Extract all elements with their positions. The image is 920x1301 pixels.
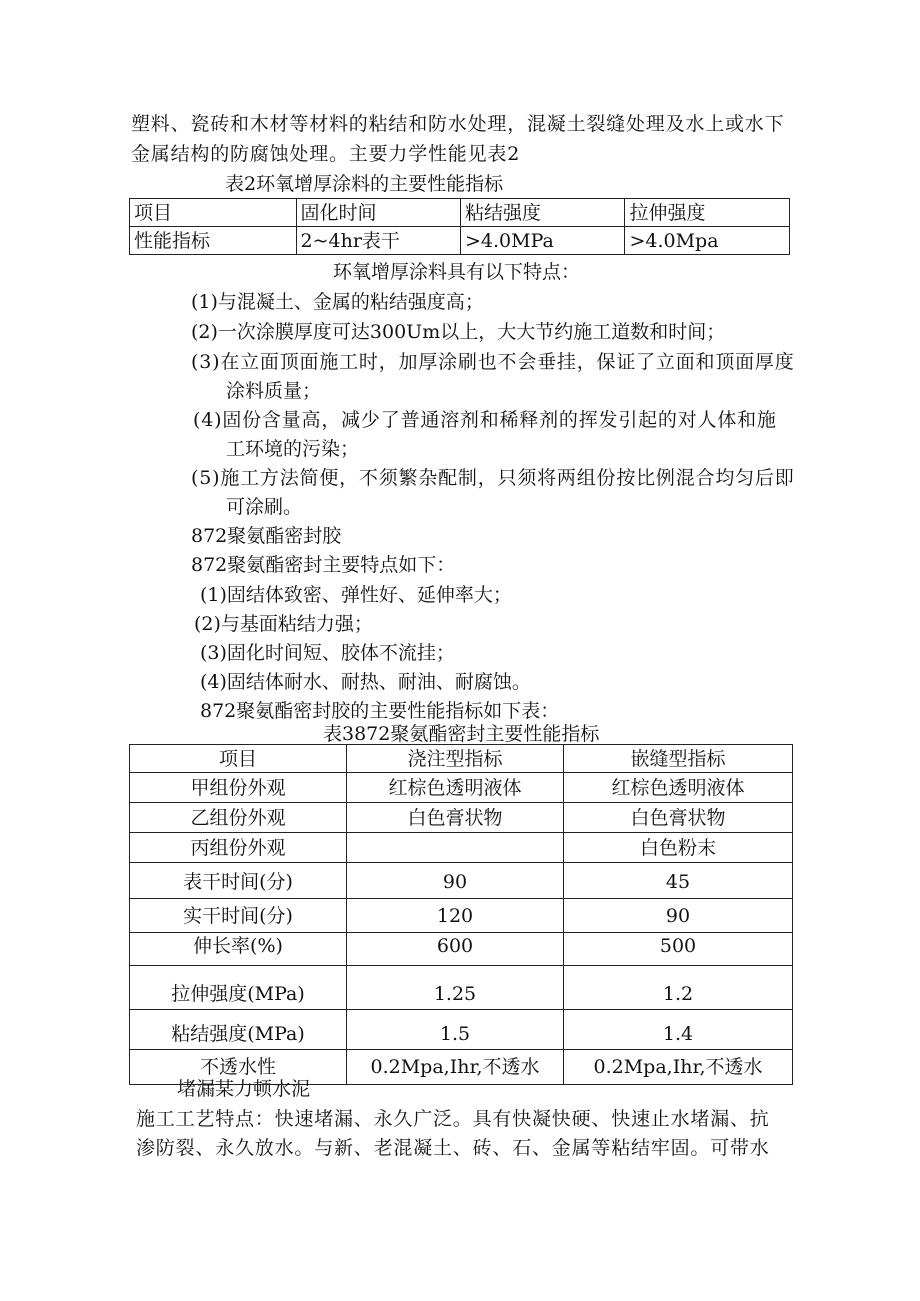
table-row bbox=[130, 863, 793, 899]
table-cell: 红棕色透明液体 bbox=[347, 773, 564, 803]
feature-item-cont: 涂料质量； bbox=[226, 380, 322, 402]
table-row bbox=[130, 833, 793, 863]
table-header-row bbox=[130, 199, 790, 227]
table-cell: 不透水性 bbox=[130, 1050, 347, 1085]
table-cell: 表干时间(分) bbox=[130, 863, 347, 899]
table-cell: 性能指标 bbox=[130, 227, 297, 255]
outro-line-2: 渗防裂、永久放水。与新、老混凝土、砖、石、金属等粘结牢固。可带水 bbox=[136, 1137, 770, 1159]
table-cell: 粘结强度(MPa) bbox=[130, 1010, 347, 1050]
sealant-table-intro: 872聚氨酯密封胶的主要性能指标如下表： bbox=[200, 700, 560, 722]
table-cell: 1.25 bbox=[347, 966, 564, 1010]
table-cell bbox=[347, 833, 564, 863]
table-cell: 1.4 bbox=[564, 1010, 793, 1050]
table3-caption: 表3872聚氨酯密封主要性能指标 bbox=[323, 723, 600, 745]
sealant-item: (1)固结体致密、弹性好、延伸率大； bbox=[200, 584, 512, 606]
table-row bbox=[130, 933, 793, 966]
table-cell: 0.2Mpa,Ihr,不透水 bbox=[347, 1050, 564, 1085]
table-cell: 0.2Mpa,Ihr,不透水 bbox=[564, 1050, 793, 1085]
feature-item: (4)固份含量高，减少了普通溶剂和稀释剂的挥发引起的对人体和施 bbox=[193, 409, 777, 431]
sealant-item: (4)固结体耐水、耐热、耐油、耐腐蚀。 bbox=[200, 671, 531, 693]
table-cell: 甲组份外观 bbox=[130, 773, 347, 803]
header-cell: 项目 bbox=[130, 745, 347, 773]
table-cell: 红棕色透明液体 bbox=[564, 773, 793, 803]
header-cell: 项目 bbox=[130, 199, 297, 227]
feature-item: (3)在立面顶面施工时，加厚涂刷也不会垂挂，保证了立面和顶面厚度 bbox=[191, 351, 795, 373]
table-cell: 拉伸强度(MPa) bbox=[130, 966, 347, 1010]
table2-caption: 表2环氧增厚涂料的主要性能指标 bbox=[225, 173, 504, 195]
sealant-subtitle: 872聚氨酯密封主要特点如下： bbox=[191, 554, 456, 576]
sealant-item: (2)与基面粘结力强； bbox=[194, 613, 373, 635]
sealant-title: 872聚氨酯密封胶 bbox=[191, 525, 342, 547]
feature-item: (5)施工方法简便，不须繁杂配制，只须将两组份按比例混合均匀后即 bbox=[191, 467, 795, 489]
header-cell: 粘结强度 bbox=[460, 199, 624, 227]
table-row bbox=[130, 773, 793, 803]
feature-item-cont: 工环境的污染； bbox=[226, 438, 360, 460]
features-heading: 环氧增厚涂料具有以下特点： bbox=[333, 261, 581, 283]
table-cell: 1.5 bbox=[347, 1010, 564, 1050]
table-row bbox=[130, 227, 790, 255]
table-cell: 2~4hr表干 bbox=[296, 227, 460, 255]
feature-item-cont: 可涂刷。 bbox=[226, 496, 303, 518]
table-cell: 120 bbox=[347, 899, 564, 933]
table-cell: 90 bbox=[347, 863, 564, 899]
table-2 bbox=[129, 198, 790, 255]
table-cell: 白色膏状物 bbox=[564, 803, 793, 833]
table-row bbox=[130, 803, 793, 833]
header-cell: 拉伸强度 bbox=[625, 199, 790, 227]
table-3 bbox=[129, 744, 793, 1085]
table-cell: 白色粉末 bbox=[564, 833, 793, 863]
outro-title: 堵漏某力顿水泥 bbox=[177, 1078, 311, 1100]
table-cell: 500 bbox=[564, 933, 793, 966]
feature-item: (1)与混凝土、金属的粘结强度高； bbox=[191, 291, 484, 313]
sealant-item: (3)固化时间短、胶体不流挂； bbox=[200, 642, 455, 664]
table-cell: >4.0Mpa bbox=[625, 227, 790, 255]
table-cell: 600 bbox=[347, 933, 564, 966]
outro-line-1: 施工工艺特点：快速堵漏、永久广泛。具有快凝快硬、快速止水堵漏、抗 bbox=[136, 1108, 770, 1130]
table-cell: 实干时间(分) bbox=[130, 899, 347, 933]
intro-line-2: 金属结构的防腐蚀处理。主要力学性能见表2 bbox=[131, 143, 521, 165]
table-header-row bbox=[130, 745, 793, 773]
table-cell: >4.0MPa bbox=[460, 227, 624, 255]
table-row bbox=[130, 966, 793, 1010]
table-row bbox=[130, 1010, 793, 1050]
table-cell: 伸长率(%) bbox=[130, 933, 347, 966]
table-cell: 丙组份外观 bbox=[130, 833, 347, 863]
header-cell: 固化时间 bbox=[296, 199, 460, 227]
table-cell: 白色膏状物 bbox=[347, 803, 564, 833]
table-cell: 1.2 bbox=[564, 966, 793, 1010]
feature-item: (2)一次涂膜厚度可达300Um以上，大大节约施工道数和时间； bbox=[191, 321, 726, 343]
table-cell: 90 bbox=[564, 899, 793, 933]
header-cell: 浇注型指标 bbox=[347, 745, 564, 773]
table-row bbox=[130, 899, 793, 933]
table-cell: 乙组份外观 bbox=[130, 803, 347, 833]
intro-line-1: 塑料、瓷砖和木材等材料的粘结和防水处理，混凝土裂缝处理及水上或水下 bbox=[131, 113, 785, 135]
header-cell: 嵌缝型指标 bbox=[564, 745, 793, 773]
table-cell: 45 bbox=[564, 863, 793, 899]
